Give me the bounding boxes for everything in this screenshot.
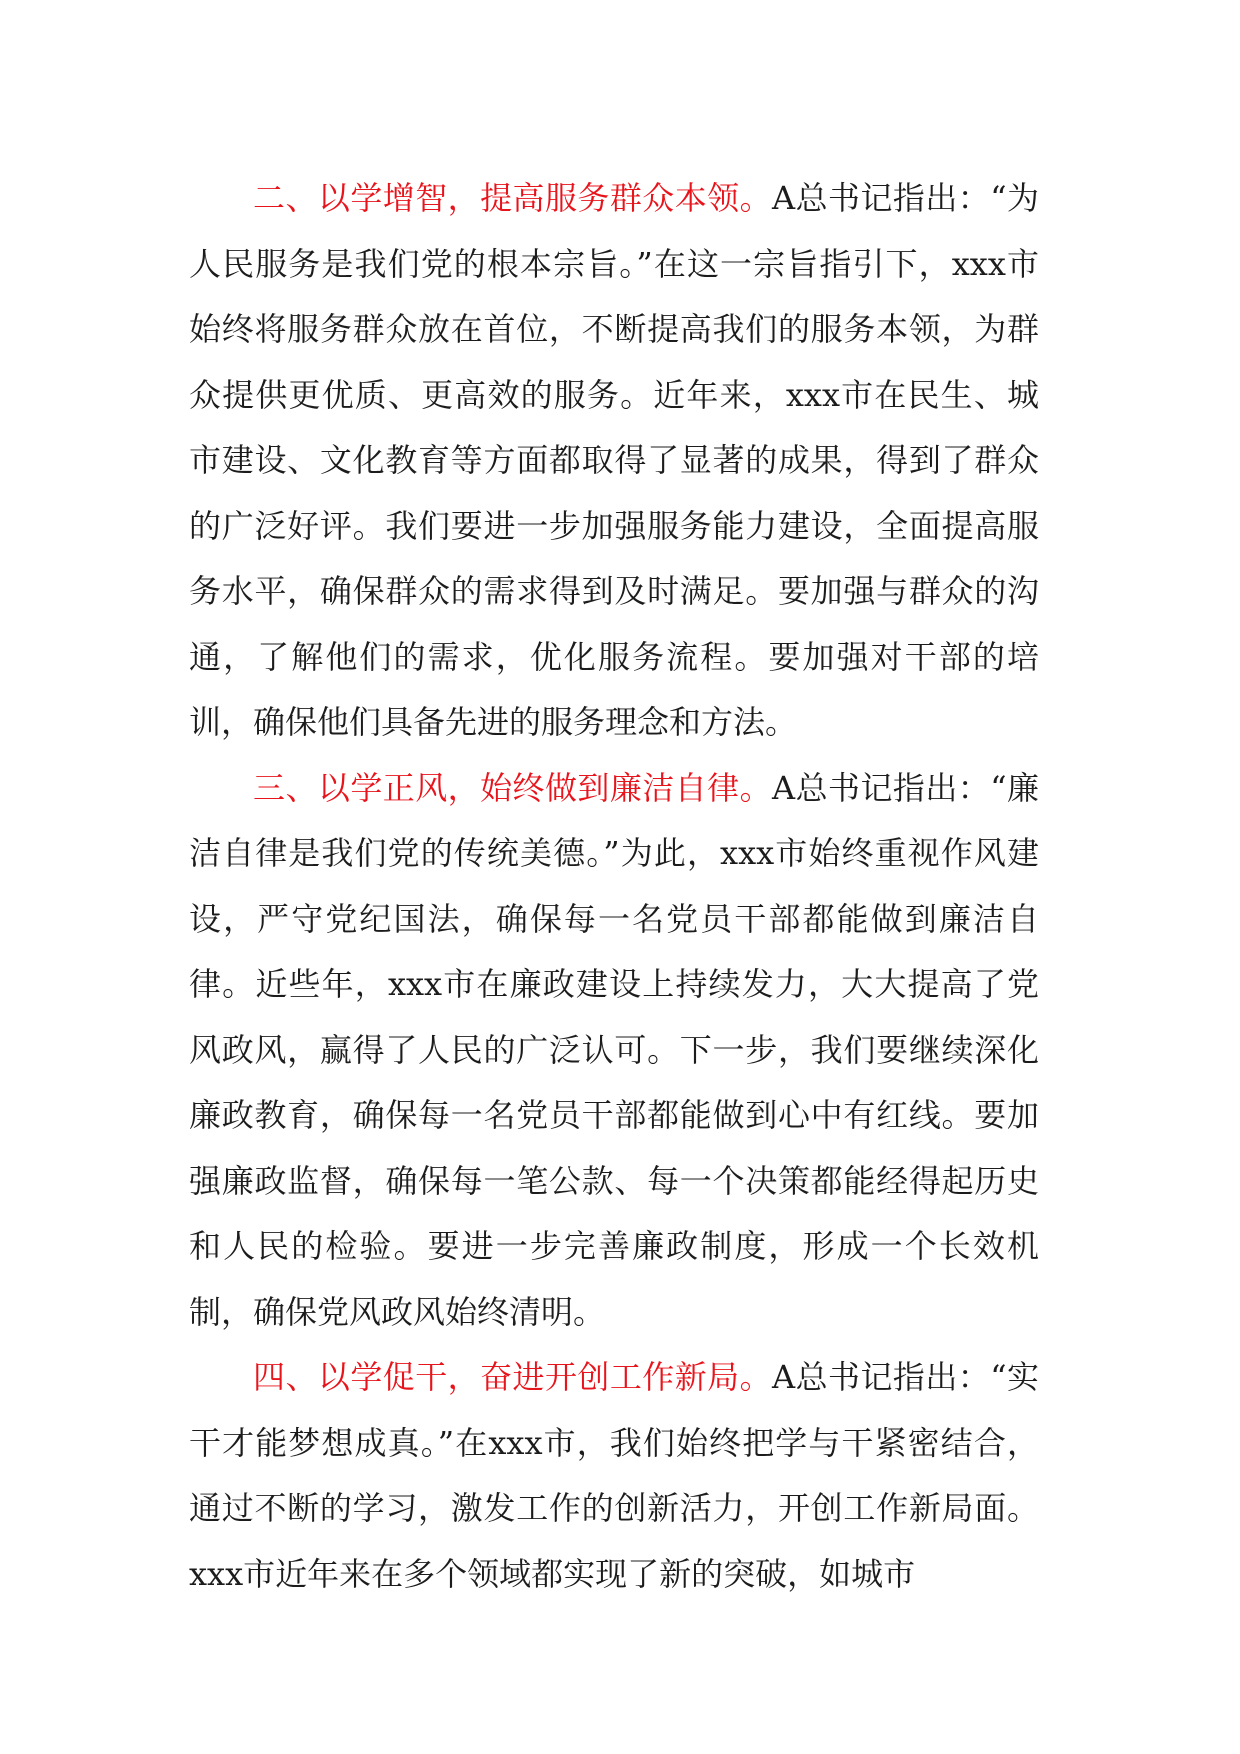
paragraph-section-3 (189, 756, 1039, 1346)
section-heading: 二、以学增智，提高服务群众本领。 (253, 179, 773, 217)
paragraph-section-4 (189, 1345, 1039, 1607)
document-body (189, 166, 1039, 1607)
section-heading: 四、以学促干，奋进开创工作新局。 (253, 1358, 773, 1396)
section-heading: 三、以学正风，始终做到廉洁自律。 (253, 768, 773, 807)
section-body-text: A总书记指出：“实干才能梦想成真。”在xxx市，我们始终把学与干紧密结合，通过不断的学习，激发工作的创新活力，开创工作新局面。xxx市近年来在多个领域都实现了新的突破，如城市 (189, 1358, 1039, 1593)
section-body-text: A总书记指出：“为人民服务是我们党的根本宗旨。”在这一宗旨指引下，xxx市始终将服务群众放在首位，不断提高我们的服务本领，为群众提供更优质、更高效的服务。近年来，xxx市在民生、城市建设、文化教育等方面都取得了显著的成果，得到了群众的广泛好评。我们要进一步加强服务能力建设，全面提高服务水平，确保群众的需求得到及时满足。要加强与群众的沟通，了解他们的需求，优化服务流程。要加强对干部的培训，确保他们具备先进的服务理念和方法。 (189, 179, 1039, 741)
paragraph-section-2 (189, 166, 1039, 756)
section-body-text: A总书记指出：“廉洁自律是我们党的传统美德。”为此，xxx市始终重视作风建设，严守党纪国法，确保每一名党员干部都能做到廉洁自律。近些年，xxx市在廉政建设上持续发力，大大提高了党风政风，赢得了人民的广泛认可。下一步，我们要继续深化廉政教育，确保每一名党员干部都能做到心中有红线。要加强廉政监督，确保每一笔公款、每一个决策都能经得起历史和人民的检验。要进一步完善廉政制度，形成一个长效机制，确保党风政风始终清明。 (189, 768, 1039, 1331)
